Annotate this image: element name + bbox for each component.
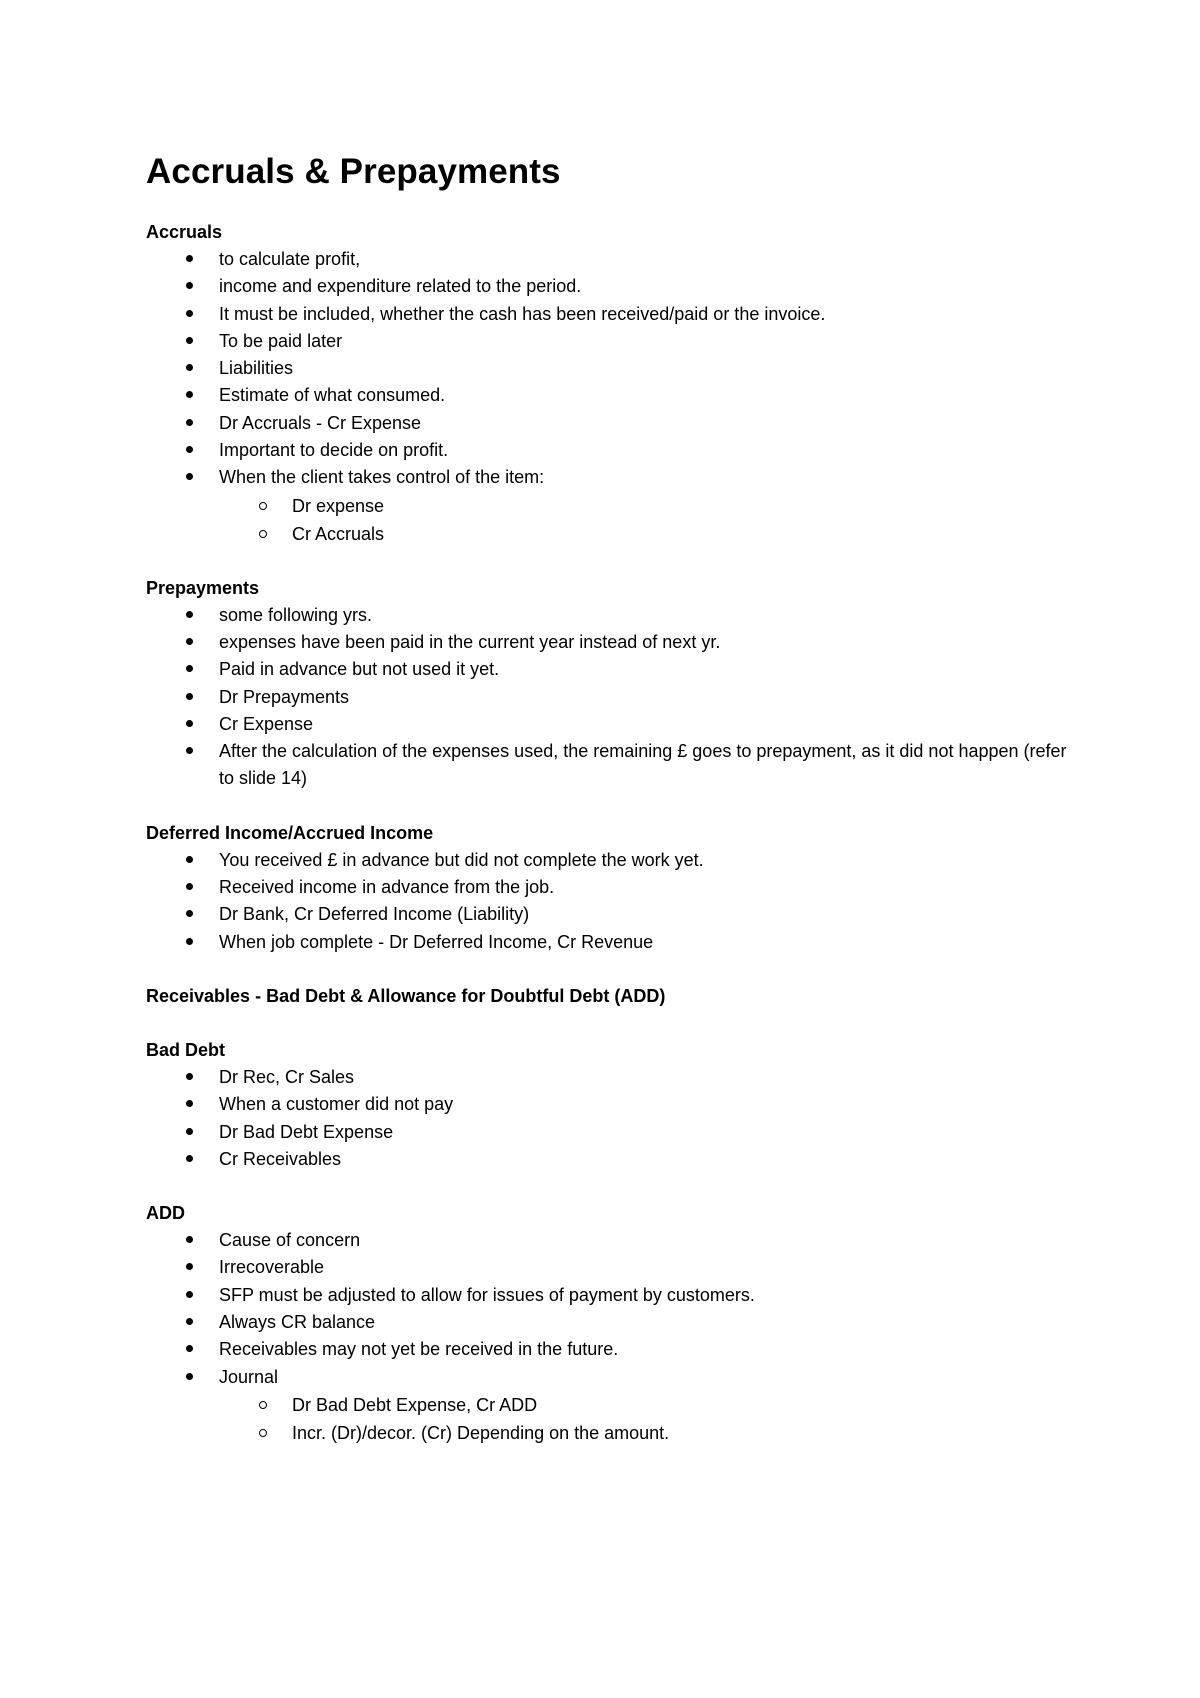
- section-receivables: [146, 983, 1076, 1010]
- list-item: Receivables may not yet be received in the future.: [146, 1336, 1076, 1363]
- list-item: income and expenditure related to the period.: [146, 273, 1076, 300]
- sub-list-item: Cr Accruals: [146, 520, 1076, 548]
- sub-list-item: Dr Bad Debt Expense, Cr ADD: [146, 1391, 1076, 1419]
- section-heading: Bad Debt: [146, 1039, 226, 1060]
- list-item: Dr Prepayments: [146, 684, 1076, 711]
- list-item: Estimate of what consumed.: [146, 382, 1076, 409]
- list-item: Dr Bank, Cr Deferred Income (Liability): [146, 901, 1076, 928]
- list-item: When job complete - Dr Deferred Income, Cr Revenue: [146, 929, 1076, 956]
- bullet-list: [146, 246, 1076, 492]
- list-item: Dr Rec, Cr Sales: [146, 1064, 1076, 1091]
- section-bad-debt: [146, 1037, 1076, 1173]
- list-item: It must be included, whether the cash has been received/paid or the invoice.: [146, 301, 1076, 328]
- section-heading: Receivables - Bad Debt & Allowance for Doubtful Debt (ADD): [146, 985, 666, 1006]
- section-prepayments: [146, 575, 1076, 793]
- section-heading: Accruals: [146, 222, 223, 242]
- list-item: Dr Bad Debt Expense: [146, 1119, 1076, 1146]
- section-heading: Prepayments: [146, 577, 260, 598]
- section-heading: ADD: [146, 1203, 185, 1224]
- bullet-list: [146, 1064, 1076, 1173]
- sub-list-item: Dr expense: [146, 492, 1076, 520]
- sub-bullet-list: [146, 1391, 1076, 1447]
- list-item: Journal: [146, 1364, 1076, 1391]
- bullet-list: [146, 1227, 1076, 1391]
- list-item: You received £ in advance but did not complete the work yet.: [146, 847, 1076, 874]
- list-item: When a customer did not pay: [146, 1091, 1076, 1118]
- list-item: Dr Accruals - Cr Expense: [146, 410, 1076, 437]
- list-item: Cr Receivables: [146, 1146, 1076, 1173]
- list-item: Cause of concern: [146, 1227, 1076, 1254]
- list-item: Received income in advance from the job.: [146, 874, 1076, 901]
- list-item: Important to decide on profit.: [146, 437, 1076, 464]
- list-item: Always CR balance: [146, 1309, 1076, 1336]
- list-item: Liabilities: [146, 355, 1076, 382]
- list-item: to calculate profit,: [146, 246, 1076, 273]
- list-item: expenses have been paid in the current year instead of next yr.: [146, 629, 1076, 656]
- document-title: Accruals & Prepayments: [146, 152, 561, 191]
- bullet-list: [146, 602, 1076, 793]
- sub-bullet-list: [146, 492, 1076, 548]
- section-accruals: [146, 219, 1076, 548]
- section-deferred-income: [146, 820, 1076, 956]
- section-add: [146, 1200, 1076, 1447]
- list-item: Irrecoverable: [146, 1254, 1076, 1281]
- list-item: When the client takes control of the item:: [146, 464, 1076, 491]
- list-item: To be paid later: [146, 328, 1076, 355]
- bullet-list: [146, 847, 1076, 956]
- list-item: some following yrs.: [146, 602, 1076, 629]
- document-content: [146, 150, 1076, 1474]
- section-heading: Deferred Income/Accrued Income: [146, 822, 434, 843]
- list-item: Cr Expense: [146, 711, 1076, 738]
- list-item: After the calculation of the expenses used, the remaining £ goes to prepayment, as it did not happen (refer to slide 14): [146, 738, 1076, 793]
- list-item: SFP must be adjusted to allow for issues of payment by customers.: [146, 1282, 1076, 1309]
- sub-list-item: Incr. (Dr)/decor. (Cr) Depending on the amount.: [146, 1419, 1076, 1447]
- list-item: Paid in advance but not used it yet.: [146, 656, 1076, 683]
